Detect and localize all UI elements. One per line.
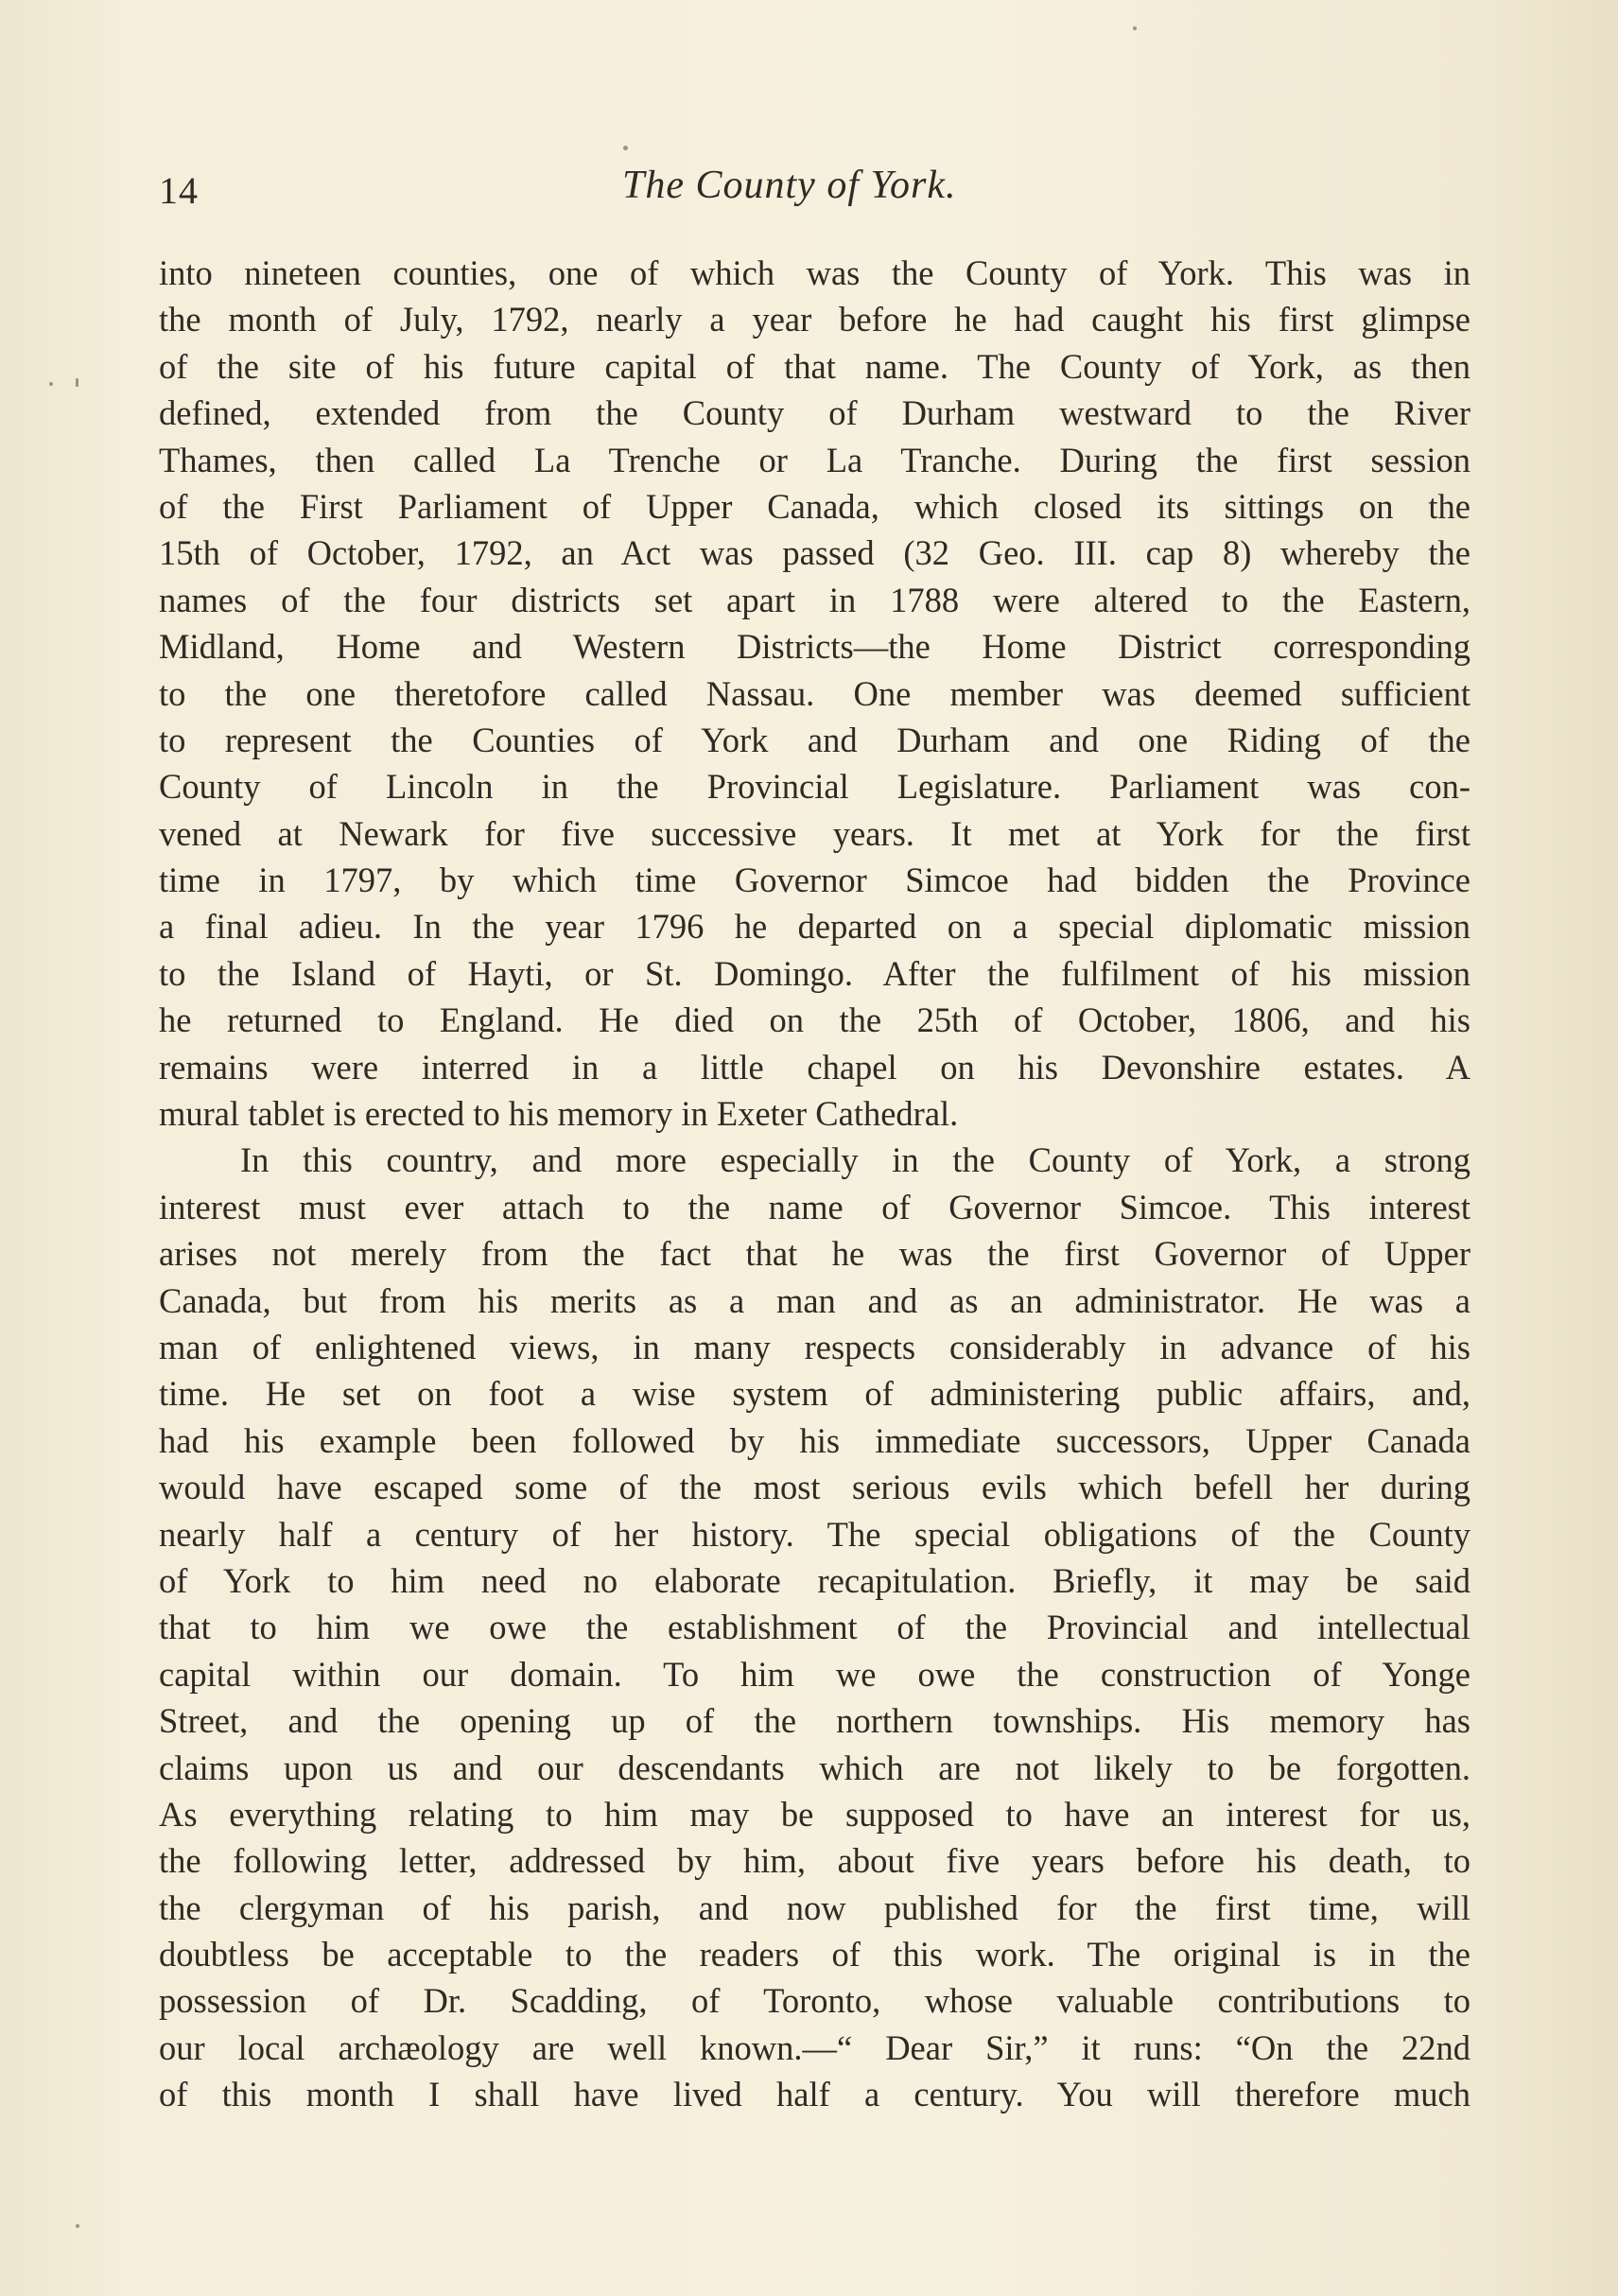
text-line: claims upon us and our descendants which are not likely to be forgotten.	[159, 1748, 1470, 1787]
text-line: names of the four districts set apart in 1788 were altered to the Eastern,	[159, 580, 1470, 619]
running-title: The County of York.	[622, 164, 957, 207]
text-line: man of enlightened views, in many respects considerably in advance of his	[159, 1327, 1470, 1366]
text-line: a final adieu. In the year 1796 he departed on a special diplomatic mission	[159, 907, 1470, 947]
text-line: County of Lincoln in the Provincial Legislature. Parliament was con-	[159, 767, 1470, 807]
text-line: the month of July, 1792, nearly a year before he had caught his first glimpse	[159, 300, 1470, 339]
text-line: As everything relating to him may be supposed to have an interest for us,	[159, 1794, 1470, 1834]
text-line: of the site of his future capital of that name. The County of York, as then	[159, 346, 1470, 386]
text-line: would have escaped some of the most serious evils which befell her during	[159, 1468, 1470, 1507]
text-line: 15th of October, 1792, an Act was passed (32 Geo. III. cap 8) whereby the	[159, 533, 1470, 573]
paragraph-1	[159, 250, 1470, 1137]
text-line: Canada, but from his merits as a man and as an administrator. He was a	[159, 1280, 1470, 1320]
text-line: remains were interred in a little chapel on his Devonshire estates. A	[159, 1047, 1470, 1087]
text-line: into nineteen counties, one of which was the County of York. This was in	[159, 253, 1470, 292]
text-line: our local archæology are well known.—“ Dear Sir,” it runs: “On the 22nd	[159, 2027, 1470, 2067]
text-line: interest must ever attach to the name of Governor Simcoe. This interest	[159, 1187, 1470, 1226]
text-line: Midland, Home and Western Districts—the Home District corresponding	[159, 627, 1470, 667]
text-line: of York to him need no elaborate recapitulation. Briefly, it may be said	[159, 1560, 1470, 1600]
text-line: Street, and the opening up of the northern townships. His memory has	[159, 1701, 1470, 1741]
text-line: Thames, then called La Trenche or La Tranche. During the first session	[159, 440, 1470, 479]
text-line: vened at Newark for five successive years. It met at York for the first	[159, 813, 1470, 853]
body-text	[159, 250, 1470, 2118]
text-line: time in 1797, by which time Governor Simcoe had bidden the Province	[159, 861, 1470, 900]
text-line: of this month I shall have lived half a century. You will therefore much	[159, 2075, 1470, 2114]
text-line: to the Island of Hayti, or St. Domingo. After the fulfilment of his mission	[159, 953, 1470, 993]
text-line: doubtless be acceptable to the readers of this work. The original is in the	[159, 1935, 1470, 1974]
print-speck	[1133, 26, 1137, 30]
print-speck	[623, 146, 628, 150]
text-line: to the one theretofore called Nassau. One member was deemed sufficient	[159, 673, 1470, 713]
text-line: he returned to England. He died on the 25th of October, 1806, and his	[159, 1000, 1470, 1040]
paragraph-2	[159, 1137, 1470, 2117]
text-line: mural tablet is erected to his memory in Exeter Cathedral.	[159, 1094, 959, 1134]
text-line: In this country, and more especially in the County of York, a strong	[240, 1140, 1470, 1180]
text-line: capital within our domain. To him we owe the construction of Yonge	[159, 1654, 1470, 1694]
print-speck	[49, 382, 53, 386]
print-speck	[76, 378, 78, 387]
text-line: the following letter, addressed by him, about five years before his death, to	[159, 1841, 1470, 1881]
text-line: had his example been followed by his immediate successors, Upper Canada	[159, 1420, 1470, 1460]
text-line: possession of Dr. Scadding, of Toronto, whose valuable contributions to	[159, 1981, 1470, 2021]
text-line: of the First Parliament of Upper Canada, which closed its sittings on the	[159, 486, 1470, 526]
text-line: the clergyman of his parish, and now published for the first time, will	[159, 1887, 1470, 1927]
page-header	[159, 163, 1473, 219]
text-line: time. He set on foot a wise system of administering public affairs, and,	[159, 1374, 1470, 1414]
page-number: 14	[159, 169, 199, 212]
text-line: arises not merely from the fact that he was the first Governor of Upper	[159, 1234, 1470, 1274]
print-speck	[76, 2224, 79, 2228]
text-line: defined, extended from the County of Durham westward to the River	[159, 393, 1470, 433]
text-line: nearly half a century of her history. The special obligations of the County	[159, 1514, 1470, 1554]
text-line: that to him we owe the establishment of the Provincial and intellectual	[159, 1608, 1470, 1647]
text-line: to represent the Counties of York and Durham and one Riding of the	[159, 720, 1470, 759]
